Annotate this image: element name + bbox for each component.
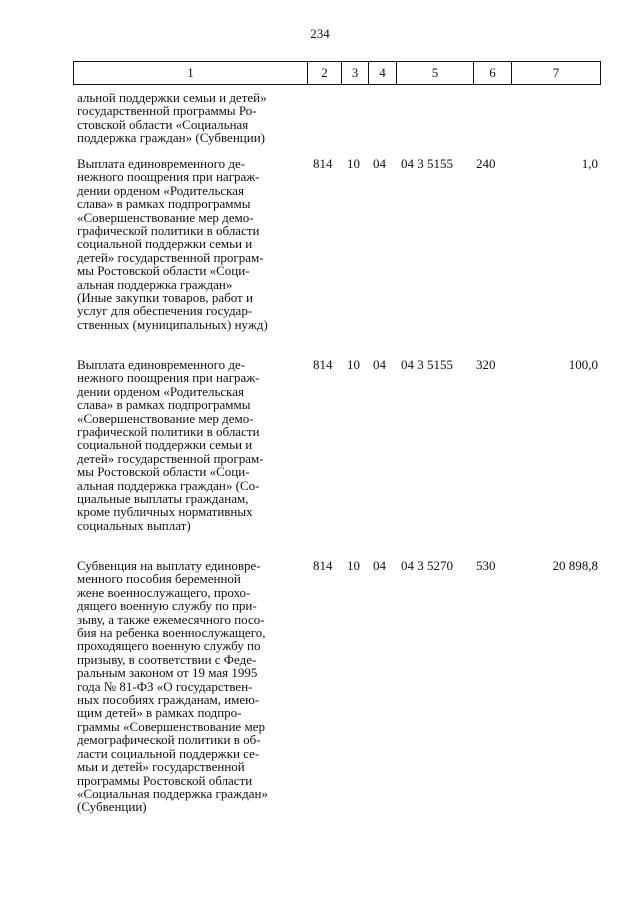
cell-expense-type: 240 <box>476 156 496 171</box>
cell-section: 10 <box>347 156 360 171</box>
header-cell: 6 <box>474 62 512 85</box>
cell-section: 10 <box>347 357 360 372</box>
cell-subsection: 04 <box>373 156 386 171</box>
cell-expense-type: 530 <box>476 558 496 573</box>
cell-expense-type: 320 <box>476 357 496 372</box>
row-description: альной поддержки семьи и детей» государственной программы Ро- стовской области «Социальная поддержка граждан» (Субвенции) <box>77 90 267 146</box>
header-cell: 4 <box>369 62 397 85</box>
cell-amount: 1,0 <box>581 156 598 171</box>
cell-ministry-code: 814 <box>313 357 333 372</box>
page-number: 234 <box>310 26 330 41</box>
row-description: Субвенция на выплату единовре- менного пособия беременной жене военнослужащего, прохо- дящего военную службу по при- зыву, а также ежемесячного посо- бия на ребенка военнослужащего, проходящего военную службу по призыву, в соответствии с Феде- ральным законом от 19 мая 1995 года № 81-ФЗ «О государствен- ных пособиях гражданам, имею- щим детей» в рамках подпро- граммы «Совершенствование мер демографической политики в об- ласти социальной поддержки се- мьи и детей» государственной программы Ростовской области «Социальная поддержка граждан» (Субвенции) <box>77 558 268 815</box>
header-cell: 3 <box>342 62 369 85</box>
cell-ministry-code: 814 <box>313 558 333 573</box>
header-cell: 1 <box>74 62 308 85</box>
header-cell: 7 <box>512 62 601 85</box>
cell-target-article: 04 3 5155 <box>401 357 453 372</box>
header-cell: 2 <box>308 62 342 85</box>
cell-subsection: 04 <box>373 357 386 372</box>
cell-ministry-code: 814 <box>313 156 333 171</box>
cell-target-article: 04 3 5270 <box>401 558 453 573</box>
row-description: Выплата единовременного де- нежного поощрения при награж- дении орденом «Родительская слава» в рамках подпрограммы «Совершенствование мер демо- графической политики в области социальной поддержки семьи и детей» государственной програм- мы Ростовской области «Соци- альная поддержка граждан» (Со- циальные выплаты гражданам, кроме публичных нормативных социальных выплат) <box>77 357 264 533</box>
cell-subsection: 04 <box>373 558 386 573</box>
row-description: Выплата единовременного де- нежного поощрения при награж- дении орденом «Родительская слава» в рамках подпрограммы «Совершенствование мер демо- графической политики в области социальной поддержки семьи и детей» государственной програм- мы Ростовской области «Соци- альная поддержка граждан» (Иные закупки товаров, работ и услуг для обеспечения государ- ственных (муниципальных) нужд) <box>77 156 268 332</box>
cell-section: 10 <box>347 558 360 573</box>
cell-target-article: 04 3 5155 <box>401 156 453 171</box>
table-header <box>73 61 601 85</box>
cell-amount: 20 898,8 <box>552 558 598 573</box>
cell-amount: 100,0 <box>568 357 598 372</box>
header-cell: 5 <box>397 62 474 85</box>
